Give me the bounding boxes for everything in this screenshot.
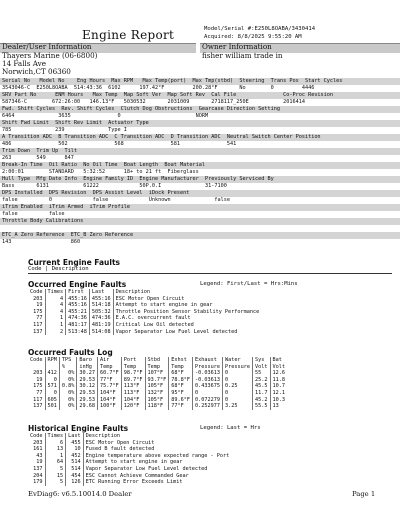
faults-log-table [28,357,287,410]
table-cell: 1 [45,322,66,329]
info-header-row: Shift Fwd Limit Shift Rev Limit Actuator Type [2,120,149,126]
column-subheader: Volt [270,364,287,371]
column-header: Exhst [169,357,193,364]
historical-faults-table [28,433,231,486]
table-cell: Attempt to start engine in gear [83,459,231,466]
faults-log-title: Occurred Faults Log [28,348,113,357]
table-header-row [28,357,287,364]
table-cell: 45.2 [253,397,271,404]
table-cell: 77°F [98,377,122,384]
table-cell: 4 [45,296,66,303]
table-cell: 89.6°F [169,397,193,404]
column-header: Baro [77,357,98,364]
page-number: Page 1 [352,490,376,498]
table-cell: 60.7°F [98,370,122,377]
info-value-row: 2:00:01 STANDARD 5:32:52 18+ to 21 ft Fiberglass [2,169,199,175]
info-header-row: A Transition ADC B Transition ADC C Transition ADC D Transition ADC Neutral Switch Center Position [2,134,321,140]
table-cell: 30.27 [77,370,98,377]
info-value-row: false false [2,211,65,217]
table-cell: 0 [45,390,59,397]
table-cell: 105°F [145,397,169,404]
table-cell: 0% [59,403,77,410]
table-cell: 105°F [145,383,169,390]
table-header-row [28,289,261,296]
info-header-row: Throttle Body Calibrations [2,218,84,224]
table-cell: Attempt to start engine in gear [113,302,261,309]
table-cell: Vapor Separator Low Fuel Level detected [113,329,261,336]
column-header: Sys [253,357,271,364]
table-cell: 514:08 [89,329,113,336]
column-header: Stbd [145,357,169,364]
table-cell: 175 [33,308,43,315]
info-value-row: Bass 6131 61222 50P.0.I 31-7100 [2,183,227,189]
column-header: TPS [59,357,77,364]
table-cell: 455:16 [66,296,90,303]
column-header: First [66,289,90,296]
table-cell: 474:36 [66,315,90,322]
current-faults-columns: Code | Description [28,266,89,272]
table-row [28,377,287,384]
table-cell: 104°F [121,397,145,404]
table-cell: ESC Cannot Achieve Commanded Gear [83,473,231,480]
table-cell: 3.25 [223,403,253,410]
info-header-row: Serial No Model No Eng Hours Max RPM Max Temp(port) Max Tmp(stbd) Steering Trans Pos Start Cycles [2,78,343,84]
column-subheader: Pressure [223,364,253,371]
table-cell: 474:36 [89,315,113,322]
table-cell: 126 [66,479,84,486]
table-cell: 0.433675 [193,383,223,390]
table-cell: 0% [59,377,77,384]
column-subheader: % [59,364,77,371]
table-cell: 481:19 [89,322,113,329]
table-cell: 605 [45,397,59,404]
table-cell: 100°F [98,403,122,410]
table-cell: -0.03613 [193,370,223,377]
column-header: Port [121,357,145,364]
table-cell: 29.53 [77,390,98,397]
table-cell: 11.8 [270,377,287,384]
table-cell: 514:18 [89,302,113,309]
table-cell: 11.7 [253,390,271,397]
table-cell: 19 [36,302,43,309]
column-header: Last [66,433,84,440]
table-row [28,390,287,397]
table-row [28,309,261,316]
table-cell: 514 [66,459,84,466]
table-cell: 10.3 [270,397,287,404]
column-header: Times [45,289,66,296]
table-cell: 501 [45,403,59,410]
table-cell: 1 [45,453,66,460]
table-cell: 1 [45,315,66,322]
table-cell: 25.2 [253,377,271,384]
info-header-row: ETC_A Zero Reference ETC_B Zero Reference [2,232,134,238]
table-row [28,397,287,404]
table-cell: 120°F [121,403,145,410]
table-cell: 113°F [121,390,145,397]
table-row [28,479,231,486]
occurred-faults-table [28,289,261,335]
table-cell: 0.072279 [193,397,223,404]
column-subheader: Temp [145,364,169,371]
table-cell: 29.68 [77,403,98,410]
dealer-address-1: 14 Falls Ave [2,59,46,68]
table-cell: 113°F [121,383,145,390]
historical-faults-legend: Legend: Last = Hrs [200,425,261,431]
acquired-date: Acquired: 8/8/2025 9:55:20 AM [204,33,302,40]
table-cell: 29.53 [77,377,98,384]
table-cell: ETC Running Error Exceeds Limit [83,479,231,486]
table-cell: 0 [45,377,59,384]
column-subheader [28,364,45,371]
table-cell: 0 [223,377,253,384]
column-header: Exhaust [193,357,223,364]
table-cell: 30.12 [77,383,98,390]
info-header-row: SRV Part No ENM Hours Max Temp Map Soft Ver Map Soft Rev Cal File Co-Proc Revision [2,92,334,98]
table-subheader-row [28,364,287,371]
table-row [28,383,287,390]
table-cell: 10.7 [270,383,287,390]
dealer-label: Dealer/User Information [2,42,92,51]
table-cell: 452 [66,453,84,460]
info-value-row: 143 860 [2,239,81,245]
table-cell: 203 [33,439,43,446]
table-cell: ESC Motor Open Circuit [113,296,261,303]
table-cell: 107°F [145,370,169,377]
table-cell: 19 [36,459,43,466]
table-cell: 0 [193,390,223,397]
column-header: Code [30,289,43,295]
table-cell: 203 [33,370,43,377]
table-cell: Engine temperature above expected range - Port [83,453,231,460]
table-cell: 43 [36,452,43,459]
table-cell: 0 [223,390,253,397]
info-value-row: 6464 3635 0 NORM [2,113,209,119]
table-cell: 19 [36,376,43,383]
historical-faults-title: Historical Engine Faults [28,424,129,433]
table-cell: 117 [33,396,43,403]
table-cell: 104°F [98,390,122,397]
table-cell: 514 [66,466,84,473]
table-row [28,473,231,480]
table-cell: Critical Low Oil detected [113,322,261,329]
table-cell: 0.25 [223,383,253,390]
column-subheader: inHg [77,364,98,371]
table-cell: Vapor Separator Low Fuel Level detected [83,466,231,473]
table-header-row [28,433,231,440]
table-cell: 571 [45,383,59,390]
report-title: Engine Report [82,28,175,42]
column-subheader: Volt [253,364,271,371]
table-cell: 77°F [169,403,193,410]
table-cell: 45.5 [253,383,271,390]
model-acquired-block [204,26,315,41]
info-value-row: 785 239 Type I [2,127,127,133]
table-row [28,459,231,466]
table-row [28,440,231,447]
table-cell: 513:48 [66,329,90,336]
table-cell: 93.7°F [145,377,169,384]
table-cell: 0 [223,370,253,377]
table-cell: 481:17 [66,322,90,329]
info-header-row: Hull Type Mfg Date Info Engine Family ID Engine Manufacturer Previously Serviced By [2,176,274,182]
column-header: Last [89,289,113,296]
column-header: Bat [270,357,287,364]
table-row [28,315,261,322]
owner-name: fisher william trade in [202,51,283,60]
column-header: Water [223,357,253,364]
table-cell: 0% [59,397,77,404]
table-cell: 68°F [169,383,193,390]
column-subheader: Temp [98,364,122,371]
table-cell: 10 [66,446,84,453]
occurred-faults-legend: Legend: First/Last = Hrs:Mins [200,281,298,287]
table-cell: 455:16 [89,296,113,303]
table-cell: 204 [33,472,43,479]
column-subheader: Temp [121,364,145,371]
info-header-row: iTrim Enabled iTrim Armed iTrim Profile [2,204,131,210]
table-cell: Fused B fault detected [83,446,231,453]
info-value-row: 3543046-C E250L8OABA 514:43:36 6102 197.42°F 200.28°F No 0 4446 [2,85,315,91]
table-row [28,403,287,410]
table-cell: 161 [33,446,43,453]
table-cell: ESC Motor Open Circuit [83,440,231,447]
table-cell: 4 [45,302,66,309]
column-header: Code [30,357,43,363]
table-cell: 412 [45,370,59,377]
column-header: Description [113,289,261,296]
info-header-row: Trim Down Trim Up Tilt [2,148,77,154]
column-header: Description [83,433,231,440]
column-subheader: Pressure [193,364,223,371]
info-header-row: DPS Installed DPS Revision DPS Assist Level iDock Present [2,190,190,196]
table-cell: 5 [45,466,66,473]
info-header-row: Break-In Time Oil Ratio No Oil Time Boat Length Boat Material [2,162,206,168]
table-cell: 0% [59,390,77,397]
table-cell: Throttle Position Sensor Stability Performance [113,309,261,316]
dealer-name: Thayers Marine (06-6800) [2,51,98,60]
table-cell: 137 [33,465,43,472]
table-cell: -0.03613 [193,377,223,384]
info-value-row: false 0 false Unknown false [2,197,230,203]
software-version: EvDiag6: v6.5.10014.0 Dealer [28,490,132,498]
divider [28,273,392,274]
table-cell: 98.7°F [121,370,145,377]
table-cell: 455 [66,440,84,447]
column-header: Air [98,357,122,364]
table-cell: 0% [59,370,77,377]
column-header: Times [45,433,66,440]
table-row [28,302,261,309]
table-cell: 29.53 [77,397,98,404]
table-row [28,329,261,336]
table-cell: 505:32 [89,309,113,316]
table-cell: 137 [33,328,43,335]
model-serial: Model/Serial #:E250L8OABA/3430414 [204,26,316,32]
table-cell: 13 [270,403,287,410]
info-value-row: 263 549 847 [2,155,74,161]
table-row [28,446,231,453]
table-cell: 12.1 [270,390,287,397]
table-cell: 117 [33,321,43,328]
owner-label: Owner Information [202,42,272,51]
table-cell: 104°F [98,397,122,404]
table-cell: 175 [33,383,43,390]
table-cell: 13 [45,446,66,453]
table-cell: 132°F [145,390,169,397]
table-cell: 179 [33,479,43,486]
current-faults-title: Current Engine Faults [28,258,121,267]
table-cell: 455:21 [66,309,90,316]
table-cell: 78.8°F [169,377,193,384]
table-cell: 68°F [169,370,193,377]
table-cell: 64 [45,459,66,466]
table-row [28,453,231,460]
column-subheader: Temp [169,364,193,371]
info-value-row: 486 502 568 581 541 [2,141,237,147]
column-header: RPM [45,357,59,364]
info-value-row: 587346-C 672:26:00 146.13°F 5030532 2031009 2718117_250E 2016414 [2,99,305,105]
table-cell: 0.8% [59,383,77,390]
table-cell: 89.7°F [121,377,145,384]
table-cell: 77 [36,315,43,322]
dealer-address-2: Norwich,CT 06360 [2,67,71,76]
table-row [28,322,261,329]
table-cell: 6 [45,440,66,447]
table-row [28,466,231,473]
table-cell: 15 [45,473,66,480]
info-header-row: Fwd. Shift Cycles Rev. Shift Cycles Clutch Dog Obstructions Gearcase Direction Setting [2,106,280,112]
table-cell: 55.5 [253,403,271,410]
table-cell: 75.7°F [98,383,122,390]
table-cell: 0 [223,397,253,404]
table-cell: 2 [45,329,66,336]
table-cell: 118°F [145,403,169,410]
table-cell: 4 [45,309,66,316]
table-row [28,296,261,303]
table-cell: 95°F [169,390,193,397]
table-cell: 137 [33,403,43,410]
table-cell: 12.6 [270,370,287,377]
occurred-faults-title: Occurred Engine Faults [28,280,127,289]
table-row [28,370,287,377]
column-subheader [45,364,59,371]
table-cell: 455:16 [66,302,90,309]
table-cell: E.A.C. overcurrent fault [113,315,261,322]
column-header: Code [30,433,43,439]
table-cell: 0.252977 [193,403,223,410]
table-cell: 55 [253,370,271,377]
table-cell: 203 [33,295,43,302]
table-cell: 454 [66,473,84,480]
table-cell: 5 [45,479,66,486]
table-cell: 77 [36,389,43,396]
